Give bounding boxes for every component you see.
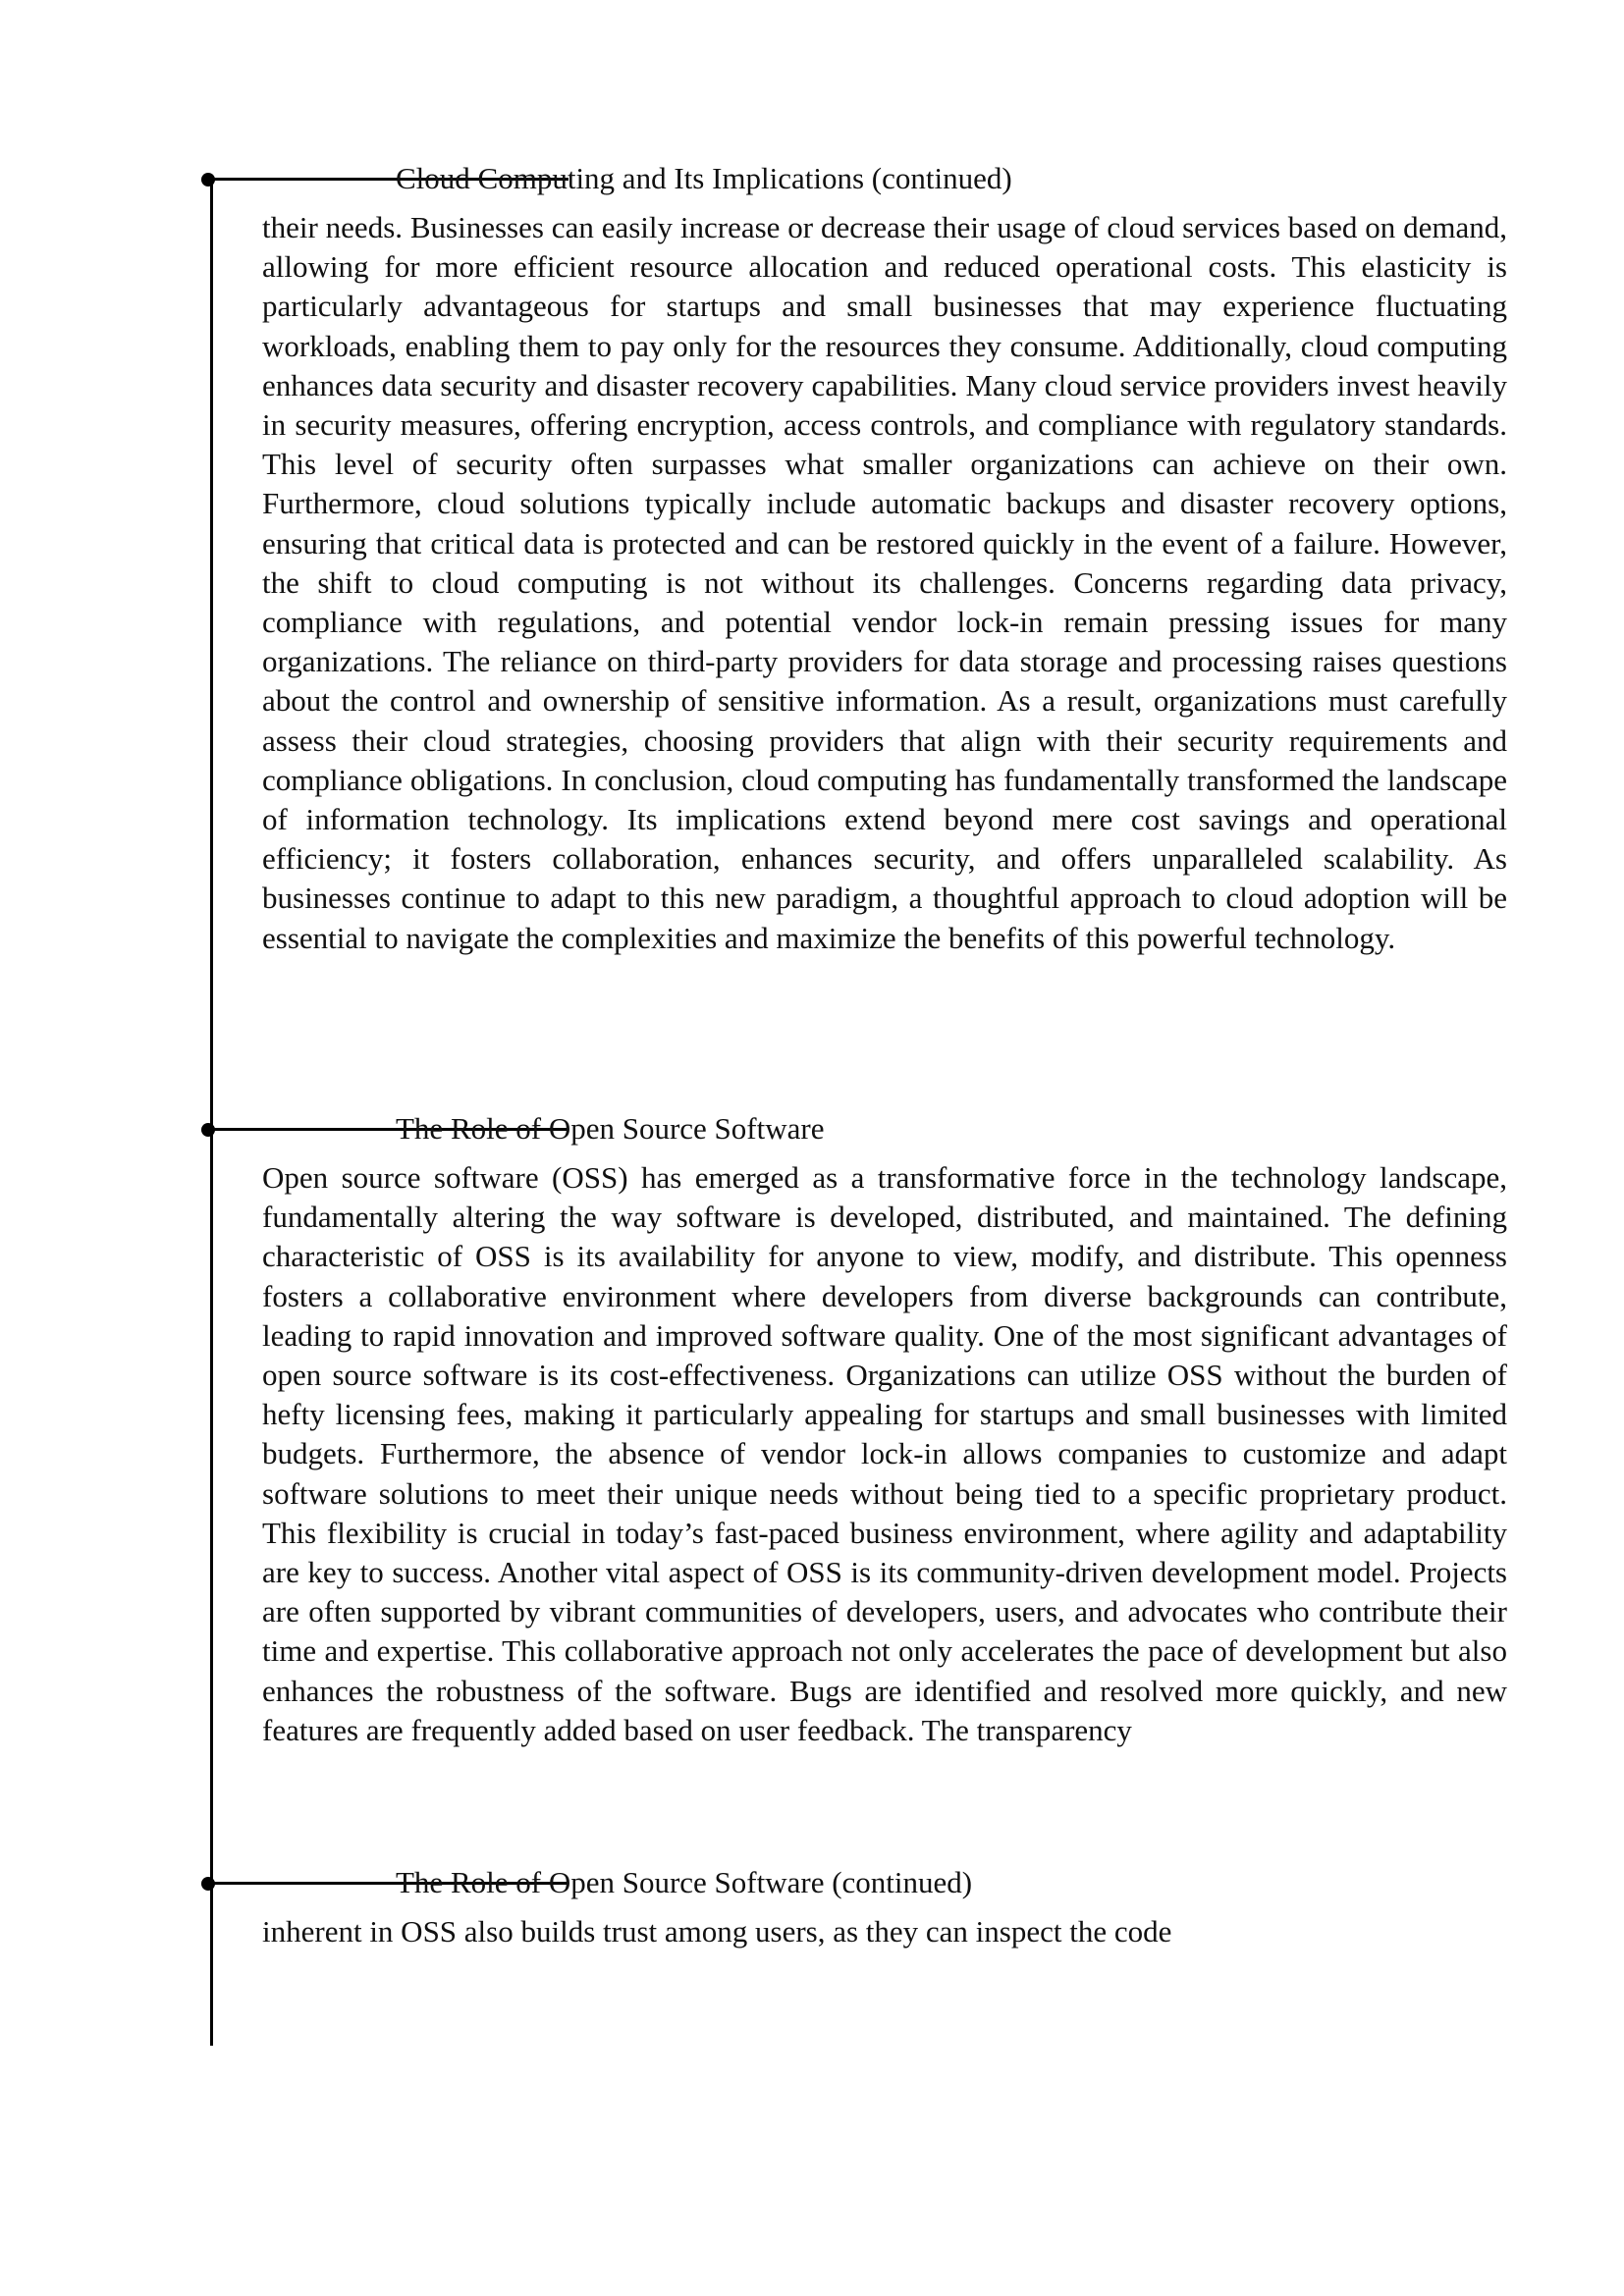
section-title: The Role of Open Source Software	[396, 1111, 825, 1146]
section-header	[201, 1109, 1478, 1148]
section-body: their needs. Businesses can easily increase or decrease their usage of cloud services based on demand, allowing for more efficient resource allocation and reduced operational costs. This elasticity is particularly advantageous for startups and small businesses that may experience fluctuating workloads, enabling them to pay only for the resources they consume. Additionally, cloud computing enhances data security and disaster recovery capabilities. Many cloud service providers invest heavily in security measures, offering encryption, access controls, and compliance with regulatory standards. This level of security often surpasses what smaller organizations can achieve on their own. Furthermore, cloud solutions typically include automatic backups and disaster recovery options, ensuring that critical data is protected and can be restored quickly in the event of a failure. However, the shift to cloud computing is not without its challenges. Concerns regarding data privacy, compliance with regulations, and potential vendor lock-in remain pressing issues for many organizations. The reliance on third-party providers for data storage and processing raises questions about the control and ownership of sensitive information. As a result, organizations must carefully assess their cloud strategies, choosing providers that align with their security requirements and compliance obligations. In conclusion, cloud computing has fundamentally transformed the landscape of information technology. Its implications extend beyond mere cost savings and operational efficiency; it fosters collaboration, enhances security, and offers unparalleled scalability. As businesses continue to adapt to this new paradigm, a thoughtful approach to cloud adoption will be essential to navigate the complexities and maximize the benefits of this powerful technology.	[262, 210, 1507, 955]
section-body: Open source software (OSS) has emerged as a transformative force in the technology landscape, fundamentally altering the way software is developed, distributed, and maintained. The defining characteristic of OSS is its availability for anyone to view, modify, and distribute. This openness fosters a collaborative environment where developers from diverse backgrounds can contribute, leading to rapid innovation and improved software quality. One of the most significant advantages of open source software is its cost-effectiveness. Organizations can utilize OSS without the burden of hefty licensing fees, making it particularly appealing for startups and small businesses with limited budgets. Furthermore, the absence of vendor lock-in allows companies to customize and adapt software solutions to meet their unique needs without being tied to a specific proprietary product. This flexibility is crucial in today’s fast-paced business environment, where agility and adaptability are key to success. Another vital aspect of OSS is its community-driven development model. Projects are often supported by vibrant communities of developers, users, and advocates who contribute their time and expertise. This collaborative approach not only accelerates the pace of development but also enhances the robustness of the software. Bugs are identified and resolved more quickly, and new features are frequently added based on user feedback. The transparency	[262, 1160, 1507, 1747]
section-header	[201, 1863, 1478, 1902]
section-title: The Role of Open Source Software (continued)	[396, 1865, 973, 1899]
section-title: Cloud Computing and Its Implications (continued)	[396, 161, 1012, 195]
section-body: inherent in OSS also builds trust among users, as they can inspect the code	[262, 1914, 1172, 1949]
section-header	[201, 159, 1478, 198]
